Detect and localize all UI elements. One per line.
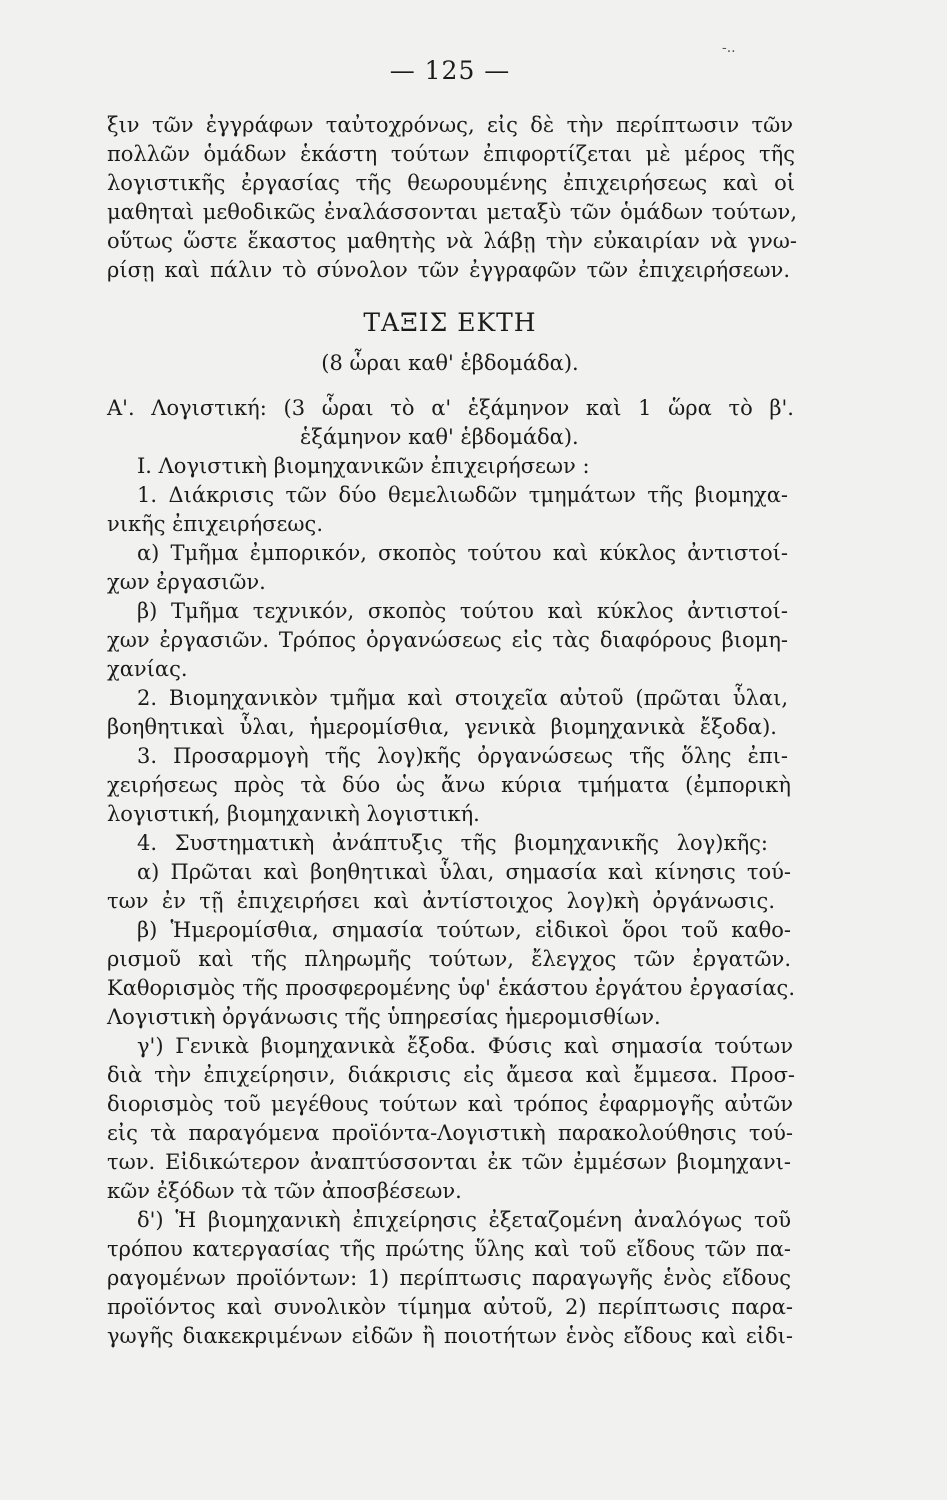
text-line: ραγομένων προϊόντων: 1) περίπτωσις παραγωγῆς ἑνὸς εἴδους: [107, 1266, 791, 1290]
text-line: ἑξάμηνον καθ' ἑβδομάδα).: [300, 425, 579, 449]
text-line: β) Τμῆμα τεχνικόν, σκοπὸς τούτου καὶ κύκλος ἀντιστοί-: [137, 599, 788, 623]
text-line: χων ἐργασιῶν.: [107, 570, 266, 594]
text-line: α) Πρῶται καὶ βοηθητικαὶ ὗλαι, σημασία καὶ κίνησις τού-: [137, 860, 791, 884]
text-line: ξιν τῶν ἐγγράφων ταὐτοχρόνως, εἰς δὲ τὴν περίπτωσιν τῶν: [107, 113, 793, 137]
text-line: τρόπου κατεργασίας τῆς πρώτης ὕλης καὶ τοῦ εἴδους τῶν πα-: [107, 1237, 791, 1261]
text-line: 4. Συστηματικὴ ἀνάπτυξις τῆς βιομηχανικῆς λογ)κῆς:: [137, 831, 768, 855]
text-line: γωγῆς διακεκριμένων εἰδῶν ἢ ποιοτήτων ἑνὸς εἴδους καὶ εἰδι-: [107, 1324, 793, 1348]
section-title: ΤΑΞΙΣ ΕΚΤΗ: [363, 308, 537, 337]
text-line: χανίας.: [107, 657, 188, 681]
text-line: μαθηταὶ μεθοδικῶς ἐναλάσσονται μεταξὺ τῶν ὁμάδων τούτων,: [107, 200, 797, 224]
text-line: ρισμοῦ καὶ τῆς πληρωμῆς τούτων, ἔλεγχος τῶν ἐργατῶν.: [107, 947, 791, 971]
text-line: Λογιστικὴ ὀργάνωσις τῆς ὑπηρεσίας ἡμερομισθίων.: [107, 1005, 661, 1029]
text-line: διὰ τὴν ἐπιχείρησιν, διάκρισις εἰς ἄμεσα καὶ ἔμμεσα. Προσ-: [107, 1063, 795, 1087]
text-line: 2. Βιομηχανικὸν τμῆμα καὶ στοιχεῖα αὐτοῦ (πρῶται ὗλαι,: [137, 686, 788, 710]
text-line: των ἐν τῇ ἐπιχειρήσει καὶ ἀντίστοιχος λογ)κὴ ὀργάνωσις.: [107, 889, 775, 913]
corner-mark: -..: [722, 40, 736, 56]
text-line: προϊόντος καὶ συνολικὸν τίμημα αὐτοῦ, 2) περίπτωσις παρα-: [107, 1295, 793, 1319]
text-line: πολλῶν ὁμάδων ἑκάστη τούτων ἐπιφορτίζεται μὲ μέρος τῆς: [107, 142, 795, 166]
text-line: βοηθητικαὶ ὗλαι, ἡμερομίσθια, γενικὰ βιομηχανικὰ ἔξοδα).: [107, 715, 777, 739]
section-subtitle: (8 ὧραι καθ' ἑβδομάδα).: [321, 351, 579, 375]
text-line: κῶν ἐξόδων τὰ τῶν ἀποσβέσεων.: [107, 1179, 462, 1203]
text-line: των. Εἰδικώτερον ἀναπτύσσονται ἐκ τῶν ἐμμέσων βιομηχανι-: [107, 1150, 791, 1174]
text-line: β) Ἡμερομίσθια, σημασία τούτων, εἰδικοὶ ὅροι τοῦ καθο-: [137, 918, 791, 942]
text-line: λογιστική, βιομηχανικὴ λογιστική.: [107, 802, 480, 826]
text-line: α) Τμῆμα ἐμπορικόν, σκοπὸς τούτου καὶ κύκλος ἀντιστοί-: [137, 541, 788, 565]
text-line: Ι. Λογιστικὴ βιομηχανικῶν ἐπιχειρήσεων :: [137, 454, 590, 478]
text-line: νικῆς ἐπιχειρήσεως.: [107, 512, 323, 536]
text-line: 1. Διάκρισις τῶν δύο θεμελιωδῶν τμημάτων τῆς βιομηχα-: [137, 483, 788, 507]
text-line: Καθορισμὸς τῆς προσφερομένης ὑφ' ἑκάστου ἐργάτου ἐργασίας.: [107, 976, 795, 1000]
text-line: 3. Προσαρμογὴ τῆς λογ)κῆς ὀργανώσεως τῆς ὅλης ἐπι-: [137, 744, 788, 768]
text-line: ρίσῃ καὶ πάλιν τὸ σύνολον τῶν ἐγγραφῶν τῶν ἐπιχειρήσεων.: [107, 258, 790, 282]
text-line: Α'. Λογιστική: (3 ὧραι τὸ α' ἑξάμηνον καὶ 1 ὥρα τὸ β'.: [107, 396, 794, 420]
text-line: εἰς τὰ παραγόμενα προϊόντα-Λογιστικὴ παρακολούθησις τού-: [107, 1121, 793, 1145]
text-line: δ') Ἡ βιομηχανικὴ ἐπιχείρησις ἐξεταζομένη ἀναλόγως τοῦ: [137, 1208, 791, 1232]
text-line: γ') Γενικὰ βιομηχανικὰ ἔξοδα. Φύσις καὶ σημασία τούτων: [137, 1034, 793, 1058]
text-line: οὕτως ὥστε ἕκαστος μαθητὴς νὰ λάβῃ τὴν εὐκαιρίαν νὰ γνω-: [107, 229, 797, 253]
text-line: χειρήσεως πρὸς τὰ δύο ὡς ἄνω κύρια τμήματα (ἐμπορικὴ: [107, 773, 791, 797]
page-number: — 125 —: [389, 56, 511, 85]
text-line: διορισμὸς τοῦ μεγέθους τούτων καὶ τρόπος ἐφαρμογῆς αὐτῶν: [107, 1092, 793, 1116]
text-line: λογιστικῆς ἐργασίας τῆς θεωρουμένης ἐπιχειρήσεως καὶ οἱ: [107, 171, 795, 195]
text-line: χων ἐργασιῶν. Τρόπος ὀργανώσεως εἰς τὰς διαφόρους βιομη-: [107, 628, 788, 652]
